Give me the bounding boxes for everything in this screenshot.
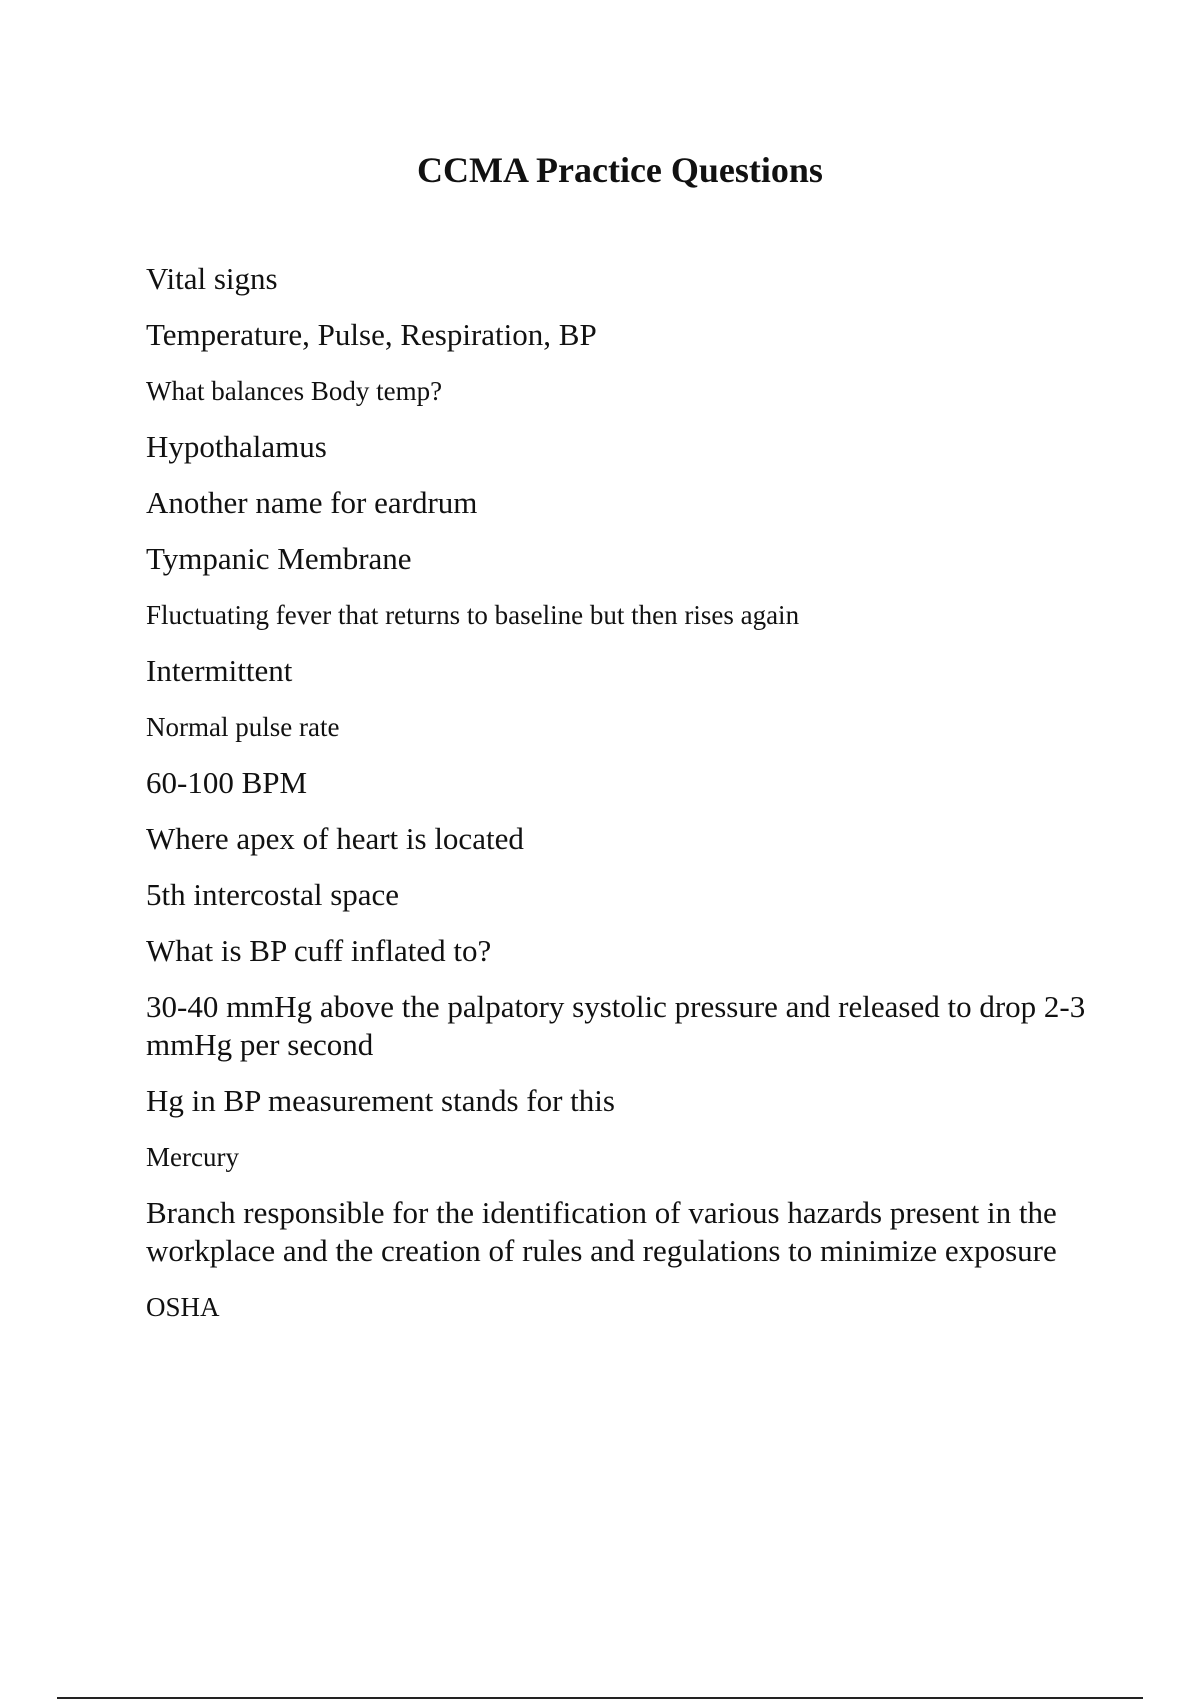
question-fever: Fluctuating fever that returns to baseline but then rises again <box>146 600 800 630</box>
question-pulse-rate: Normal pulse rate <box>146 712 340 742</box>
answer-body-temp: Hypothalamus <box>146 429 327 464</box>
question-bp-cuff: What is BP cuff inflated to? <box>146 933 492 968</box>
question-eardrum: Another name for eardrum <box>146 485 478 520</box>
question-hazards-branch: Branch responsible for the identification of various hazards present in the workplace and the creation of rules and regulations to minimize exposure <box>146 1195 1057 1268</box>
answer-vital-signs: Temperature, Pulse, Respiration, BP <box>146 317 597 352</box>
page-title: CCMA Practice Questions <box>417 150 823 190</box>
question-heart-apex: Where apex of heart is located <box>146 821 524 856</box>
answer-eardrum: Tympanic Membrane <box>146 541 412 576</box>
answer-heart-apex: 5th intercostal space <box>146 877 400 912</box>
question-body-temp: What balances Body temp? <box>146 376 443 406</box>
answer-hg: Mercury <box>146 1142 239 1172</box>
answer-bp-cuff: 30-40 mmHg above the palpatory systolic pressure and released to drop 2-3 mmHg per second <box>146 989 1086 1062</box>
question-vital-signs: Vital signs <box>146 261 278 296</box>
question-hg: Hg in BP measurement stands for this <box>146 1083 615 1118</box>
answer-hazards-branch: OSHA <box>146 1292 220 1322</box>
bottom-divider <box>57 1697 1143 1699</box>
question-answer-list <box>146 260 1086 1344</box>
answer-fever: Intermittent <box>146 653 293 688</box>
answer-pulse-rate: 60-100 BPM <box>146 765 308 800</box>
